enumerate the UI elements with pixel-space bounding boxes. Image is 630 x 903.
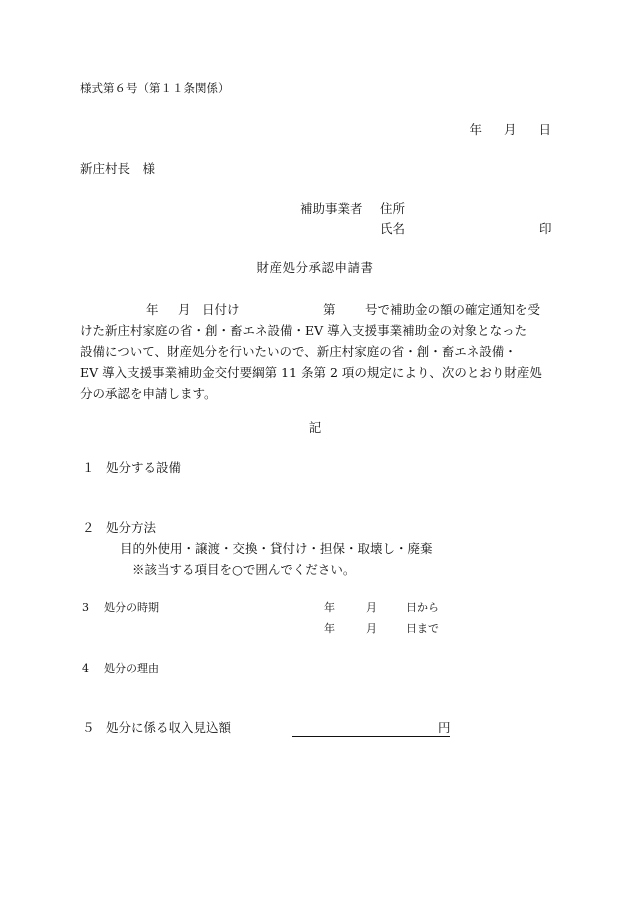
date-day: 日 [538,122,551,137]
document-title: 財産処分承認申請書 [256,260,374,275]
body-line-3: 設備について、財産処分を行いたいので、新庄村家庭の省・創・畜エネ設備・ [80,344,517,359]
item-2-label: 処分方法 [106,520,157,535]
applicant-label: 補助事業者 [300,201,363,216]
ki-heading: 記 [308,420,322,435]
item-3-to-year: 年 [324,622,335,635]
item-3-from-month: 月 [366,601,377,614]
seal-mark: 印 [539,221,552,236]
body-line-5: 分の承認を申請します。 [80,386,217,401]
item-4-label: 処分の理由 [104,662,159,675]
item-2-number: ２ [82,520,95,535]
body-line-4: EV 導入支援事業補助金交付要綱第 11 条第 2 項の規定により、次のとおり財産処 [80,365,542,380]
item-2-note: ※該当する項目を○で囲んでください。 [132,562,356,577]
income-amount-field[interactable] [292,736,450,737]
body-line-2: けた新庄村家庭の省・創・畜エネ設備・EV 導入支援事業補助金の対象となった [80,323,528,338]
item-5-label: 処分に係る収入見込額 [106,720,232,735]
form-number: 様式第６号（第１１条関係） [80,81,230,95]
body-dated: 日付け [202,302,240,317]
item-2-options: 目的外使用・譲渡・交換・貸付け・担保・取壊し・廃棄 [120,541,433,556]
item-3-number: 3 [82,601,89,614]
addressee: 新庄村長 様 [80,161,156,176]
item-1-label: 処分する設備 [106,460,182,475]
item-5-unit: 円 [438,720,451,735]
item-4-number: 4 [82,662,89,675]
item-3-from-day: 日から [406,601,439,614]
body-number-prefix: 第 [323,302,336,317]
body-line-1-rest: 号で補助金の額の確定通知を受 [365,302,541,317]
body-month: 月 [178,302,191,317]
item-1-number: １ [82,460,95,475]
item-3-to-day: 日まで [406,622,439,635]
item-3-label: 処分の時期 [104,601,159,614]
body-year: 年 [146,302,159,317]
item-5-number: ５ [82,720,95,735]
body-line-1 [80,299,552,320]
item-3-from-year: 年 [324,601,335,614]
date-year: 年 [469,122,482,137]
date-month: 月 [503,122,517,137]
address-label: 住所 [380,201,406,216]
item-3-to-month: 月 [366,622,377,635]
application-date [469,124,551,137]
name-label: 氏名 [380,221,406,236]
application-body [80,299,552,404]
